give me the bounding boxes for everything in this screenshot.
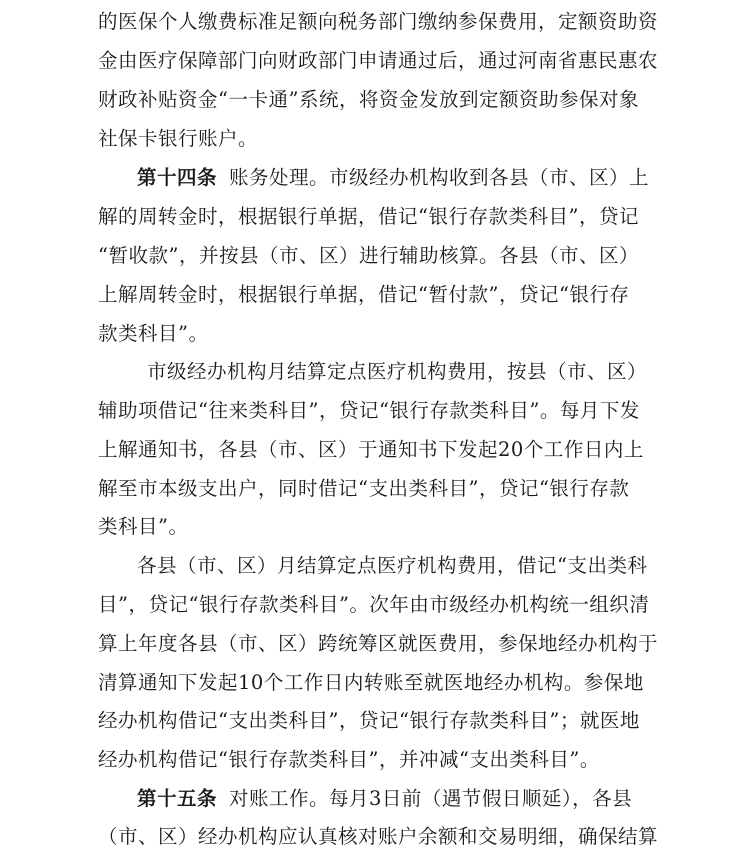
paragraph-line: 算上年度各县（市、区）跨统筹区就医费用，参保地经办机构于 [98, 632, 659, 655]
article-14-first-line [137, 163, 697, 193]
paragraph-line: 上解通知书，各县（市、区）于通知书下发起20个工作日内上 [98, 438, 644, 461]
paragraph-line: 目”，贷记“银行存款类科目”。次年由市级经办机构统一组织清 [98, 593, 650, 616]
paragraph-line: 辅助项借记“往来类科目”，贷记“银行存款类科目”。每月下发 [98, 399, 640, 422]
article-15-first-line [137, 784, 697, 814]
paragraph-line: 经办机构借记“银行存款类科目”，并冲减“支出类科目”。 [98, 748, 600, 771]
paragraph-line: 市级经办机构月结算定点医疗机构费用，按县（市、区） [147, 360, 648, 383]
paragraph-line: （市、区）经办机构应认真核对账户余额和交易明细，确保结算 [98, 825, 659, 848]
paragraph-line: 上解周转金时，根据银行单据，借记“暂付款”，贷记“银行存 [98, 283, 630, 306]
paragraph-line: 款类科目”。 [98, 322, 209, 345]
paragraph-line: 解至市本级支出户，同时借记“支出类科目”，贷记“银行存款 [98, 477, 630, 500]
paragraph-line: 解的周转金时，根据银行单据，借记“银行存款类科目”，贷记 [98, 205, 639, 228]
paragraph-line: 经办机构借记“支出类科目”，贷记“银行存款类科目”；就医地 [98, 709, 640, 732]
paragraph-line: 类科目”。 [98, 515, 189, 538]
article-15-title-text: 对账工作。每月3日前（遇节假日顺延），各县 [229, 787, 633, 810]
paragraph-line: “暂收款”，并按县（市、区）进行辅助核算。各县（市、区） [98, 244, 639, 267]
paragraph-line: 财政补贴资金“一卡通”系统，将资金发放到定额资助参保对象 [98, 88, 639, 111]
paragraph-line: 社保卡银行账户。 [98, 127, 259, 150]
article-14-title-text: 账务处理。市级经办机构收到各县（市、区）上 [229, 166, 650, 189]
article-14-heading: 第十四条 [137, 166, 218, 189]
paragraph-line: 金由医疗保障部门向财政部门申请通过后，通过河南省惠民惠农 [98, 49, 659, 72]
paragraph-line: 清算通知下发起10个工作日内转账至就医地经办机构。参保地 [98, 671, 644, 694]
paragraph-line: 各县（市、区）月结算定点医疗机构费用，借记“支出类科 [137, 554, 648, 577]
article-15-heading: 第十五条 [137, 787, 218, 810]
paragraph-line: 的医保个人缴费标准足额向税务部门缴纳参保费用，定额资助资 [98, 10, 659, 33]
